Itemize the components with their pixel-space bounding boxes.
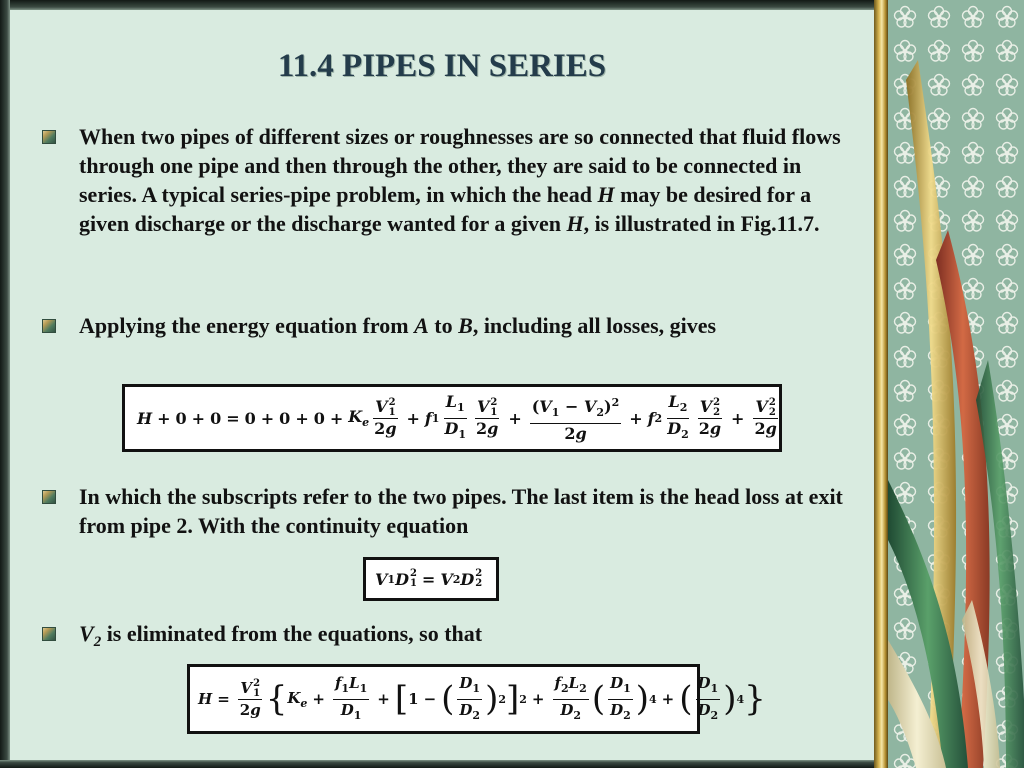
head-result-equation-box: H = V 2 1 2g { $K_e$ + $\frac{f_1L_1}{D_1}$ + [ 1 − ( $\frac{D_1}{D_2}$ ) 2 ] 2 + $\frac{f_2L_2}{D_2}$ ( $\frac{D_1}{D_2}$ ) 4 + ( $\frac{D_1}{D_2}$ ) 4 } — [187, 664, 700, 734]
text-run: , is illustrated in Fig.11.7. — [583, 211, 820, 236]
paragraph-energy-equation — [79, 311, 859, 340]
slide-frame-top — [0, 0, 884, 10]
text-run-italic: B — [458, 313, 473, 338]
energy-equation-box: H + 0 + 0 = 0 + 0 + 0 + $K_e$ V 2 1 2g + f 1 $\frac{L_1}{D_1}$ V 2 1 2g + $\frac{(V_1 - V_2)^2}{2g}$ + f 2 $\frac{L_2}{D_2}$ V 2 2 2g + V 2 2 2g — [122, 384, 782, 452]
text-run: to — [428, 313, 459, 338]
gold-border-stripe — [874, 0, 888, 768]
text-run-italic: H — [566, 211, 584, 236]
bullet-icon — [42, 490, 56, 504]
bullet-icon — [42, 627, 56, 641]
slide-frame-left — [0, 0, 10, 768]
paragraph-continuity — [79, 482, 859, 540]
text-run: When two pipes of different sizes or roughnesses are so connected that fluid flows through one pipe and then through the other, they are said to be connected in series. A typical series-pipe problem, in which the head — [79, 124, 841, 207]
decorative-side-panel — [888, 0, 1024, 768]
bullet-icon — [42, 319, 56, 333]
text-run-subscript: 2 — [93, 634, 102, 650]
bullet-icon — [42, 130, 56, 144]
text-run: Applying the energy equation from — [79, 313, 415, 338]
text-run: may be desired for a given discharge or the discharge wanted for a given — [79, 182, 812, 236]
slide-title: 11.4 PIPES IN SERIES — [277, 48, 607, 84]
text-run-italic: V — [79, 621, 94, 646]
text-run: , including all losses, gives — [472, 313, 717, 338]
text-run: In which the subscripts refer to the two pipes. The last item is the head loss at exit from pipe 2. With the continuity equation — [79, 484, 843, 538]
text-run-italic: H — [597, 182, 615, 207]
text-run-italic: A — [414, 313, 429, 338]
text-run: is eliminated from the equations, so that — [101, 621, 483, 646]
continuity-equation-box: V 1 D 2 1 = V 2 D 2 2 — [363, 557, 499, 601]
slide-frame-bottom — [0, 760, 884, 768]
paragraph-series-definition — [79, 122, 859, 238]
decorative-pattern — [888, 0, 1024, 768]
paragraph-v2-eliminated — [79, 619, 859, 648]
